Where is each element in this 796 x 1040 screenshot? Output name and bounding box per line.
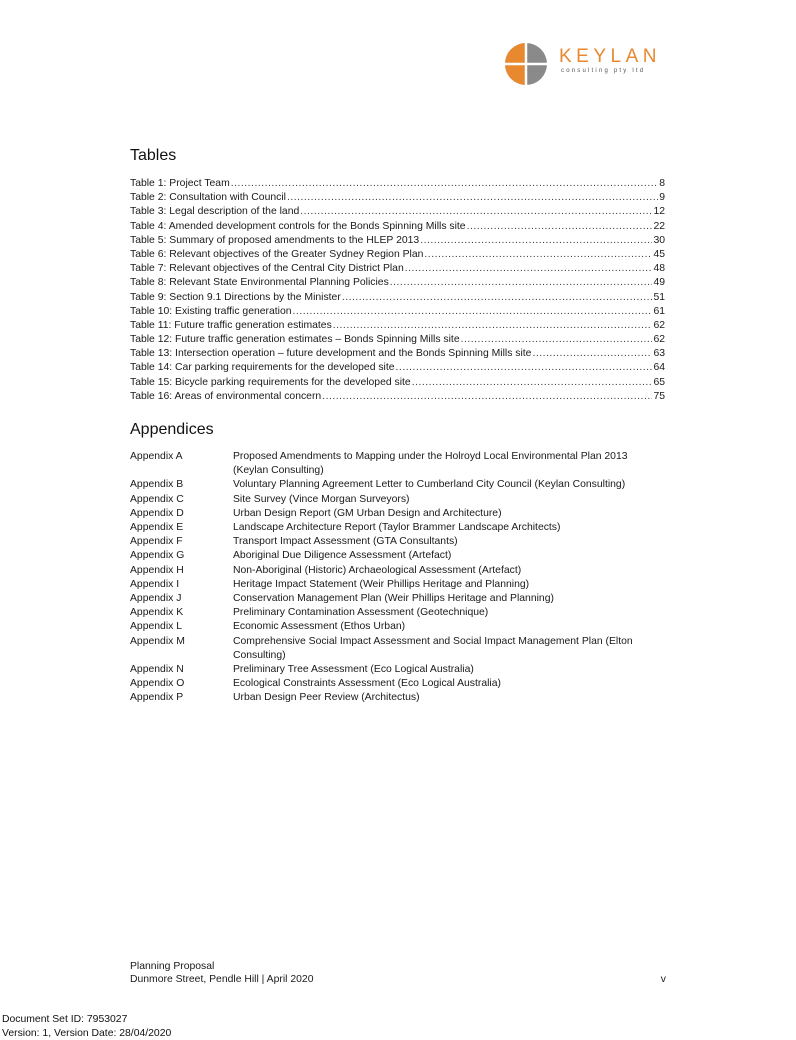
appendix-title: Site Survey (Vince Morgan Surveyors) <box>233 493 650 507</box>
toc-entry-page: 30 <box>653 234 665 248</box>
appendix-id: Appendix A <box>130 450 233 478</box>
appendices-heading: Appendices <box>130 421 214 439</box>
toc-entry[interactable] <box>130 276 665 290</box>
toc-entry-label: Table 3: Legal description of the land <box>130 205 299 219</box>
appendix-entry <box>130 535 650 549</box>
appendix-id: Appendix G <box>130 549 233 563</box>
toc-leader-dots <box>342 291 653 305</box>
appendix-title: Non-Aboriginal (Historic) Archaeological Assessment (Artefact) <box>233 564 650 578</box>
appendix-entry <box>130 478 650 492</box>
toc-leader-dots <box>420 234 652 248</box>
toc-entry-page: 64 <box>653 361 665 375</box>
toc-entry[interactable] <box>130 333 665 347</box>
toc-entry[interactable] <box>130 248 665 262</box>
appendix-entry <box>130 691 650 705</box>
toc-leader-dots <box>231 177 658 191</box>
toc-leader-dots <box>333 319 653 333</box>
page-footer <box>130 960 668 986</box>
toc-entry-page: 65 <box>653 376 665 390</box>
tables-heading: Tables <box>130 147 176 165</box>
toc-entry-page: 51 <box>653 291 665 305</box>
appendix-entry <box>130 507 650 521</box>
appendix-entry <box>130 635 650 663</box>
toc-leader-dots <box>405 262 653 276</box>
appendix-id: Appendix M <box>130 635 233 663</box>
toc-leader-dots <box>322 390 652 404</box>
toc-entry-page: 22 <box>653 220 665 234</box>
appendix-entry <box>130 663 650 677</box>
toc-leader-dots <box>396 361 653 375</box>
appendix-entry <box>130 592 650 606</box>
toc-entry-page: 49 <box>653 276 665 290</box>
appendix-id: Appendix P <box>130 691 233 705</box>
toc-leader-dots <box>293 305 653 319</box>
toc-entry-label: Table 14: Car parking requirements for the developed site <box>130 361 395 375</box>
toc-leader-dots <box>390 276 653 290</box>
toc-entry-label: Table 9: Section 9.1 Directions by the Minister <box>130 291 341 305</box>
appendix-entry <box>130 493 650 507</box>
appendix-entry <box>130 521 650 535</box>
toc-entry-page: 62 <box>653 333 665 347</box>
appendix-title: Voluntary Planning Agreement Letter to Cumberland City Council (Keylan Consulting) <box>233 478 650 492</box>
appendix-entry <box>130 549 650 563</box>
appendix-title: Urban Design Report (GM Urban Design and Architecture) <box>233 507 650 521</box>
toc-leader-dots <box>461 333 653 347</box>
appendix-entry <box>130 677 650 691</box>
toc-entry-label: Table 5: Summary of proposed amendments to the HLEP 2013 <box>130 234 419 248</box>
appendix-title: Landscape Architecture Report (Taylor Brammer Landscape Architects) <box>233 521 650 535</box>
appendix-id: Appendix J <box>130 592 233 606</box>
appendix-title: Proposed Amendments to Mapping under the Holroyd Local Environmental Plan 2013 (Keylan Consulting) <box>233 450 650 478</box>
toc-entry-label: Table 8: Relevant State Environmental Planning Policies <box>130 276 389 290</box>
list-of-appendices <box>130 450 650 706</box>
footer-page-number: v <box>661 973 666 986</box>
appendix-id: Appendix F <box>130 535 233 549</box>
appendix-title: Transport Impact Assessment (GTA Consultants) <box>233 535 650 549</box>
document-set-id: Document Set ID: 7953027 <box>2 1013 171 1027</box>
toc-entry[interactable] <box>130 191 665 205</box>
toc-entry-label: Table 2: Consultation with Council <box>130 191 286 205</box>
toc-entry[interactable] <box>130 291 665 305</box>
toc-entry[interactable] <box>130 347 665 361</box>
toc-entry-page: 63 <box>653 347 665 361</box>
toc-entry[interactable] <box>130 177 665 191</box>
appendix-id: Appendix K <box>130 606 233 620</box>
appendix-id: Appendix D <box>130 507 233 521</box>
toc-entry[interactable] <box>130 205 665 219</box>
appendix-id: Appendix E <box>130 521 233 535</box>
appendix-id: Appendix N <box>130 663 233 677</box>
footer-document-title: Planning Proposal <box>130 960 668 973</box>
appendix-entry <box>130 578 650 592</box>
toc-leader-dots <box>424 248 652 262</box>
toc-entry[interactable] <box>130 234 665 248</box>
appendix-title: Comprehensive Social Impact Assessment and Social Impact Management Plan (Elton Consulting) <box>233 635 650 663</box>
toc-leader-dots <box>467 220 653 234</box>
toc-entry[interactable] <box>130 262 665 276</box>
appendix-id: Appendix I <box>130 578 233 592</box>
toc-leader-dots <box>412 376 653 390</box>
toc-entry-label: Table 4: Amended development controls for the Bonds Spinning Mills site <box>130 220 466 234</box>
toc-entry-label: Table 10: Existing traffic generation <box>130 305 292 319</box>
toc-entry[interactable] <box>130 305 665 319</box>
appendix-entry <box>130 564 650 578</box>
toc-entry-page: 75 <box>653 390 665 404</box>
toc-entry[interactable] <box>130 361 665 375</box>
keylan-logo <box>504 42 674 86</box>
appendix-title: Heritage Impact Statement (Weir Phillips Heritage and Planning) <box>233 578 650 592</box>
appendix-title: Preliminary Contamination Assessment (Geotechnique) <box>233 606 650 620</box>
toc-entry-page: 8 <box>659 177 665 191</box>
appendix-entry <box>130 606 650 620</box>
toc-entry-page: 48 <box>653 262 665 276</box>
logo-name: KEYLAN <box>559 46 661 68</box>
toc-leader-dots <box>532 347 652 361</box>
toc-entry-page: 62 <box>653 319 665 333</box>
footer-address-date: Dunmore Street, Pendle Hill | April 2020 <box>130 973 668 986</box>
list-of-tables <box>130 177 665 404</box>
toc-entry-page: 12 <box>653 205 665 219</box>
appendix-id: Appendix B <box>130 478 233 492</box>
toc-entry[interactable] <box>130 220 665 234</box>
toc-entry[interactable] <box>130 390 665 404</box>
toc-leader-dots <box>300 205 652 219</box>
appendix-entry <box>130 620 650 634</box>
toc-entry-label: Table 13: Intersection operation – future development and the Bonds Spinning Mills site <box>130 347 531 361</box>
appendix-title: Urban Design Peer Review (Architectus) <box>233 691 650 705</box>
appendix-title: Preliminary Tree Assessment (Eco Logical Australia) <box>233 663 650 677</box>
document-version: Version: 1, Version Date: 28/04/2020 <box>2 1027 171 1040</box>
appendix-id: Appendix L <box>130 620 233 634</box>
logo-tagline: consulting pty ltd <box>561 68 645 74</box>
appendix-title: Economic Assessment (Ethos Urban) <box>233 620 650 634</box>
toc-entry-label: Table 12: Future traffic generation estimates – Bonds Spinning Mills site <box>130 333 460 347</box>
appendix-title: Conservation Management Plan (Weir Phillips Heritage and Planning) <box>233 592 650 606</box>
toc-entry-label: Table 11: Future traffic generation estimates <box>130 319 332 333</box>
appendix-id: Appendix C <box>130 493 233 507</box>
appendix-id: Appendix O <box>130 677 233 691</box>
appendix-title: Aboriginal Due Diligence Assessment (Artefact) <box>233 549 650 563</box>
toc-leader-dots <box>287 191 658 205</box>
toc-entry[interactable] <box>130 319 665 333</box>
toc-entry-label: Table 6: Relevant objectives of the Greater Sydney Region Plan <box>130 248 423 262</box>
toc-entry-label: Table 1: Project Team <box>130 177 230 191</box>
toc-entry-page: 61 <box>653 305 665 319</box>
appendix-entry <box>130 450 650 478</box>
toc-entry-page: 9 <box>659 191 665 205</box>
toc-entry-label: Table 16: Areas of environmental concern <box>130 390 321 404</box>
keylan-logo-icon <box>504 42 548 86</box>
toc-entry-page: 45 <box>653 248 665 262</box>
appendix-title: Ecological Constraints Assessment (Eco Logical Australia) <box>233 677 650 691</box>
appendix-id: Appendix H <box>130 564 233 578</box>
toc-entry[interactable] <box>130 376 665 390</box>
toc-entry-label: Table 7: Relevant objectives of the Central City District Plan <box>130 262 404 276</box>
toc-entry-label: Table 15: Bicycle parking requirements for the developed site <box>130 376 411 390</box>
